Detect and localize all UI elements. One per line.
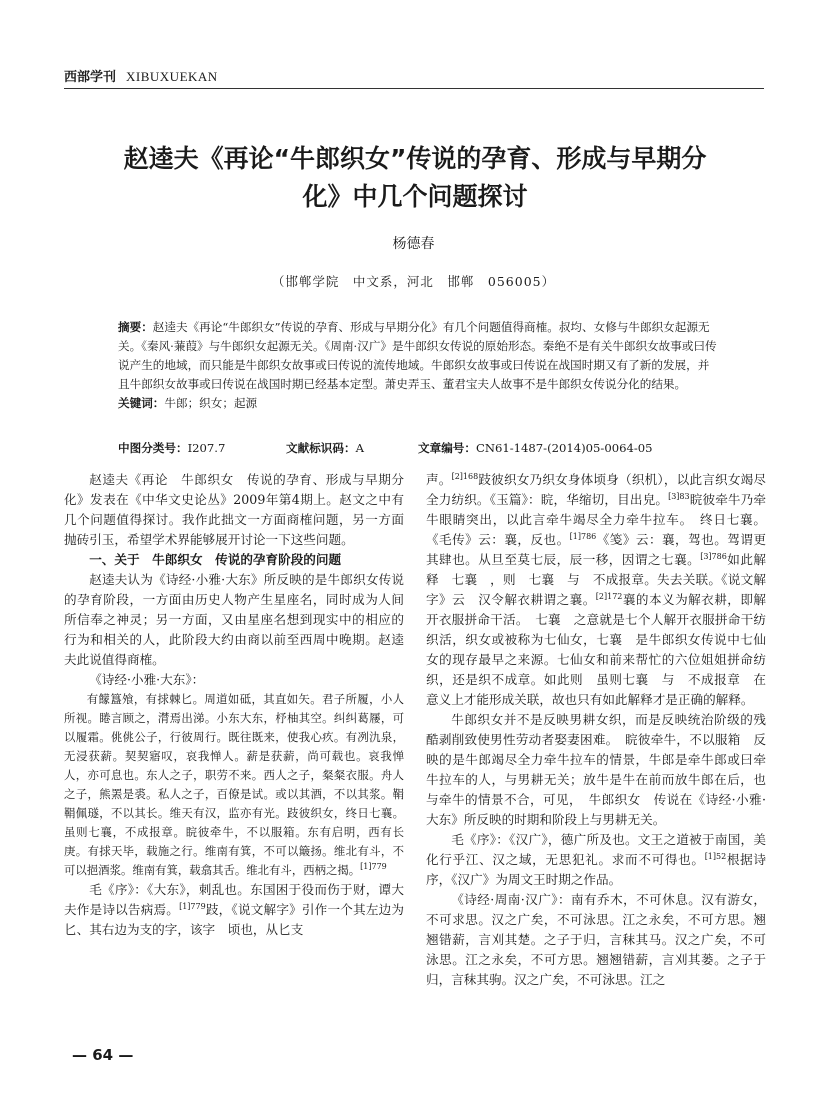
keywords-text: 牛郎；织女；起源: [164, 396, 258, 410]
citation: [1]779: [360, 862, 387, 872]
citation: [2]172: [595, 591, 623, 601]
citation: [3]83: [668, 491, 690, 501]
header-rule: [64, 88, 764, 89]
paragraph: 毛《序》：《汉广》，德广所及也。文王之道被于南国，美化行乎江、汉之域，无思犯礼。求而不可得也。$^{[1]52}$根据诗序，《汉广》为周文王时期之作品。: [426, 832, 767, 887]
article-title: 赵逵夫《再论“牛郎织女”传说的孕育、形成与早期分化》中几个问题探讨: [123, 144, 707, 211]
paragraph: 声。$^{[2]168}$跂彼织女乃织女身体顷身（织机），以此言织女竭尽全力纺织。《玉篇》：睆，华缩切，目出皃。$^{[3]83}$睆彼牵牛乃牵牛眼睛突出，以此言牵牛竭尽全力牵牛拉车。 终日七襄。《毛传》云：襄，反也。$^{[1]786}$《笺》云：襄，驾也。驾谓更其肆也。从旦至莫七辰，辰一移，因谓之七襄。$^{[3]786}$如此解释 七襄 ，则 七襄 与 不成报章。失去关联。《说文解字》云 汉令解衣耕谓之襄。$^{[2]172}$襄的本义为解衣耕，即解开衣服拼命干活。 七襄 之意就是七个人解开衣服拼命干纺织活，织女或被称为七仙女，七襄 是牛郎织女传说中七仙女的现存最早之来源。七仙女和前来帮忙的六位姐姐拼命纺织，还是织不成章。如此则 虽则七襄 与 不成报章 在意义上才能形成关联，故也只有如此解释才是正确的解释。: [426, 471, 767, 707]
body-column-right: [426, 470, 766, 990]
running-head: [64, 66, 764, 85]
journal-name-cn: 西部学刊: [64, 70, 117, 85]
body-column-left: [64, 470, 404, 940]
paragraph: 赵逵夫《再论 牛郎织女 传说的孕育、形成与早期分化》发表在《中华文史论丛》2009年第4期上。赵文之中有几个问题值得探讨。我作此拙文一方面商榷问题，另一方面抛砖引玉，希望学术界能够展开讨论一下这些问题。: [64, 472, 404, 547]
section-heading: 一、关于 牛郎织女 传说的孕育阶段的问题: [89, 552, 342, 567]
citation: [1]786: [569, 531, 597, 541]
paragraph: 牛郎织女并不是反映男耕女织，而是反映统治阶级的残酷剥削致使男性劳动者娶妻困难。 睆彼牵牛，不以服箱 反映的是牛郎竭尽全力牵牛拉车的情景，牛郎是牵牛郎或曰牵牛拉车的人，与男耕无关；放牛是牛在前而放牛郎在后，也与牵牛的情景不合，可见， 牛郎织女 传说在《诗经·小雅·大东》所反映的时期和阶段上与男耕无关。: [426, 712, 766, 827]
poem-quotation: 有饛簋飧，有捄棘匕。周道如砥，其直如矢。君子所履，小人所视。睠言顾之，潸焉出涕。小东大东，杼柚其空。纠纠葛屦，可以履霜。佻佻公子，行彼周行。既往既来，使我心疚。有冽氿泉，无浸获薪。契契寤叹，哀我惮人。薪是获薪，尚可载也。哀我惮人，亦可息也。东人之子，职劳不来。西人之子，粲粲衣服。舟人之子，熊罴是裘。私人之子，百僚是试。或以其酒，不以其浆。鞙鞙佩璲，不以其长。维天有汉，监亦有光。跂彼织女，终日七襄。虽则七襄，不成报章。睆彼牵牛，不以服箱。东有启明，西有长庚。有捄天毕，载施之行。维南有箕，不可以簸扬。维北有斗，不可以挹酒浆。维南有箕，载翕其舌。维北有斗，西柄之揭。$^{[1]779}$: [64, 692, 404, 877]
abstract-text: 赵逵夫《再论“牛郎织女”传说的孕育、形成与早期分化》有几个问题值得商榷。叔均、女修与牛郎织女起源无关。《秦风·蒹葭》与牛郎织女起源无关。《周南·汉广》是牛郎织女传说的原始形态。秦绝不是有关牛郎织女故事或曰传说产生的地域，而只能是牛郎织女故事或曰传说的流传地域。牛郎织女故事或曰传说在战国时期又有了新的发展，并且牛郎织女故事或曰传说在战国时期已经基本定型。萧史弄玉、董君宝夫人故事不是牛郎织女传说分化的结果。: [118, 320, 717, 391]
abstract-label: 摘要：: [118, 320, 153, 334]
paragraph: 《诗经·小雅·大东》：: [89, 672, 205, 687]
clc-number: 中图分类号：I207.7: [118, 441, 226, 455]
keywords-label: 关键词：: [118, 396, 165, 410]
paragraph: 毛《序》：《大东》，刺乱也。东国困于役而伤于财，谭大夫作是诗以告病焉。$^{[1]779}$跂，《说文解字》引作一个其左边为匕、其右边为支的字，该字 顷也，从匕支: [64, 882, 405, 937]
page-number: — 64 —: [72, 1046, 134, 1064]
citation: [1]779: [179, 901, 206, 911]
citation: [1]52: [704, 851, 727, 861]
paragraph: 赵逵夫认为《诗经·小雅·大东》所反映的是牛郎织女传说的孕育阶段，一方面由历史人物产生星座名，同时成为人间所信奉之神灵；另一方面，又由星座名想到现实中的相应的行为和相关的人，此阶段大约由商以前至西周中晚期。赵逵夫此说值得商榷。: [64, 572, 404, 667]
citation: [2]168: [451, 471, 479, 481]
article-number: 文章编号：CN61-1487-(2014)05-0064-05: [418, 441, 653, 455]
abstract: [118, 318, 718, 413]
paragraph: 《诗经·周南·汉广》：南有乔木，不可休息。汉有游女，不可求思。汉之广矣，不可泳思。江之永矣，不可方思。翘翘错薪，言刈其楚。之子于归，言秣其马。汉之广矣，不可泳思。江之永矣，不可方思。翘翘错薪，言刈其蒌。之子于归，言秣其驹。汉之广矣，不可泳思。江之: [426, 892, 766, 987]
citation: [3]786: [700, 551, 727, 561]
author-name: 杨德春: [392, 236, 435, 252]
journal-name-en: XIBUXUEKAN: [126, 69, 218, 84]
author-affiliation: （邯郸学院 中文系，河北 邯郸 056005）: [271, 274, 556, 289]
document-code: 文献标识码：A: [286, 441, 364, 455]
